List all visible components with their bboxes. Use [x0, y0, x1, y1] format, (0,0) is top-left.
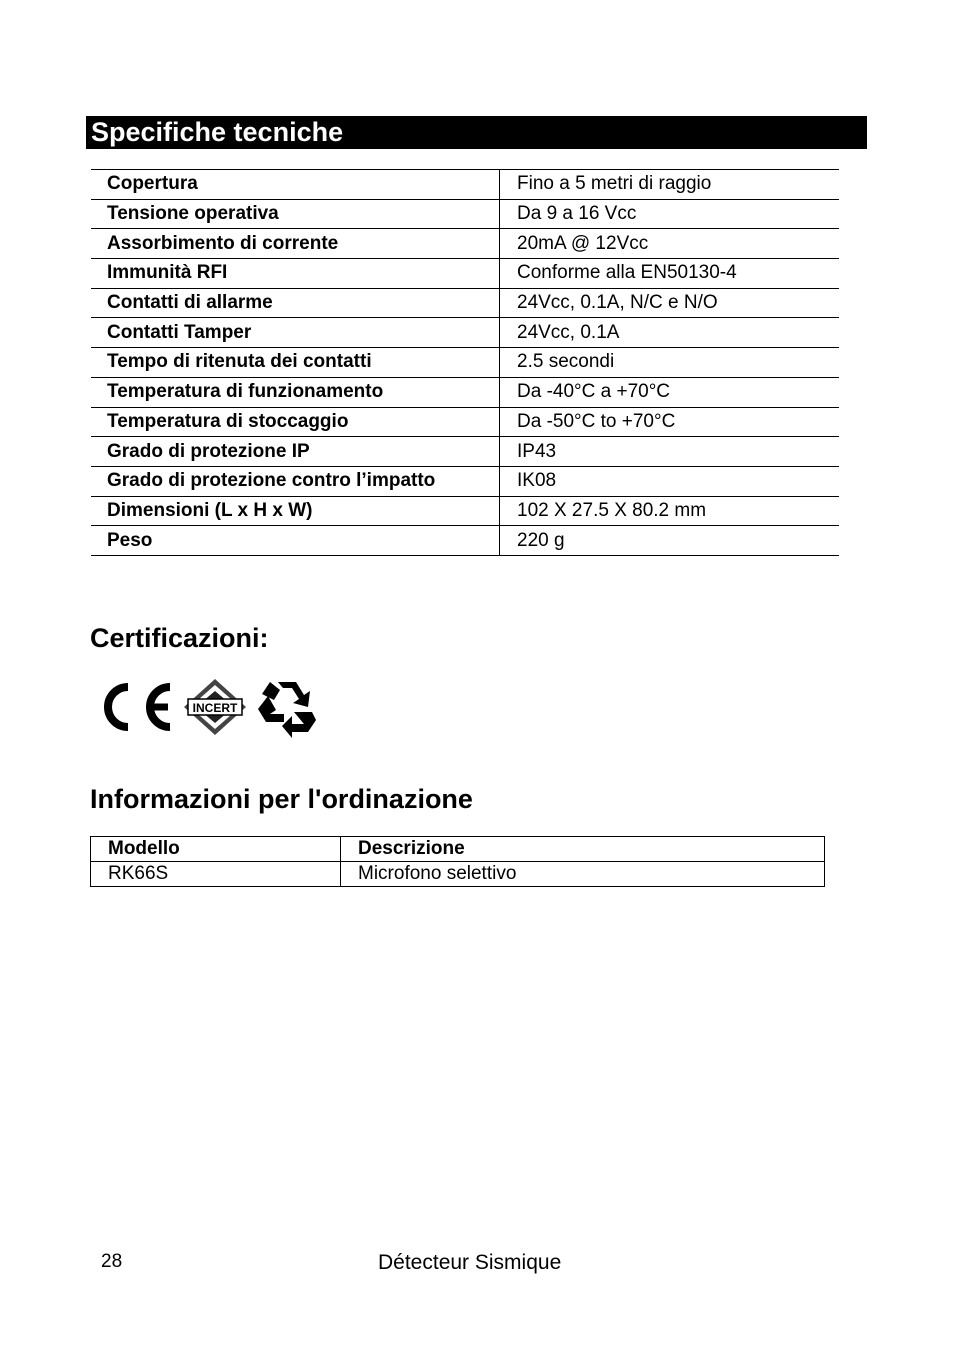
- spec-label: Assorbimento di corrente: [91, 229, 500, 259]
- spec-value: Fino a 5 metri di raggio: [500, 170, 840, 200]
- column-header-modello: Modello: [91, 837, 341, 862]
- spec-value: IP43: [500, 437, 840, 467]
- footer-doc-title: Détecteur Sismique: [378, 1251, 562, 1274]
- table-row: [91, 199, 839, 229]
- table-row: [91, 318, 839, 348]
- table-row: [91, 377, 839, 407]
- spec-label: Contatti di allarme: [91, 288, 500, 318]
- spec-value: Da -50°C to +70°C: [500, 407, 840, 437]
- table-row: [91, 407, 839, 437]
- incert-logo-icon: [182, 677, 248, 737]
- table-row: [91, 170, 839, 200]
- spec-label: Immunità RFI: [91, 259, 500, 289]
- spec-label: Temperatura di stoccaggio: [91, 407, 500, 437]
- table-row: [91, 466, 839, 496]
- spec-value: 220 g: [500, 526, 840, 556]
- table-row: [91, 229, 839, 259]
- spec-value: 24Vcc, 0.1A: [500, 318, 840, 348]
- description-cell: Microfono selettivo: [341, 862, 825, 887]
- table-row: [91, 526, 839, 556]
- table-row: [91, 496, 839, 526]
- spec-label: Contatti Tamper: [91, 318, 500, 348]
- spec-label: Grado di protezione contro l’impatto: [91, 466, 500, 496]
- recycle-icon: [254, 676, 320, 738]
- spec-label: Copertura: [91, 170, 500, 200]
- model-cell: RK66S: [91, 862, 341, 887]
- specs-table: [91, 169, 839, 556]
- table-row: [91, 348, 839, 378]
- certifications-heading: Certificazioni:: [90, 623, 269, 653]
- ordering-heading: Informazioni per l'ordinazione: [90, 784, 473, 814]
- spec-value: 20mA @ 12Vcc: [500, 229, 840, 259]
- spec-label: Temperatura di funzionamento: [91, 377, 500, 407]
- table-row: [91, 862, 825, 887]
- section-title-specifiche: Specifiche tecniche: [86, 116, 867, 149]
- spec-value: IK08: [500, 466, 840, 496]
- spec-value: 24Vcc, 0.1A, N/C e N/O: [500, 288, 840, 318]
- ce-mark-icon: [96, 679, 176, 735]
- spec-label: Peso: [91, 526, 500, 556]
- incert-logo-text: INCERT: [192, 701, 238, 715]
- spec-label: Grado di protezione IP: [91, 437, 500, 467]
- spec-label: Tempo di ritenuta dei contatti: [91, 348, 500, 378]
- spec-value: Da 9 a 16 Vcc: [500, 199, 840, 229]
- spec-value: Da -40°C a +70°C: [500, 377, 840, 407]
- table-row: [91, 437, 839, 467]
- table-row: [91, 288, 839, 318]
- spec-value: Conforme alla EN50130-4: [500, 259, 840, 289]
- spec-value: 102 X 27.5 X 80.2 mm: [500, 496, 840, 526]
- spec-label: Tensione operativa: [91, 199, 500, 229]
- spec-label: Dimensioni (L x H x W): [91, 496, 500, 526]
- table-row: [91, 259, 839, 289]
- certification-logos: [96, 676, 320, 738]
- page-number: 28: [101, 1251, 123, 1272]
- spec-value: 2.5 secondi: [500, 348, 840, 378]
- ordering-table: [90, 836, 825, 887]
- column-header-descrizione: Descrizione: [341, 837, 825, 862]
- table-header-row: [91, 837, 825, 862]
